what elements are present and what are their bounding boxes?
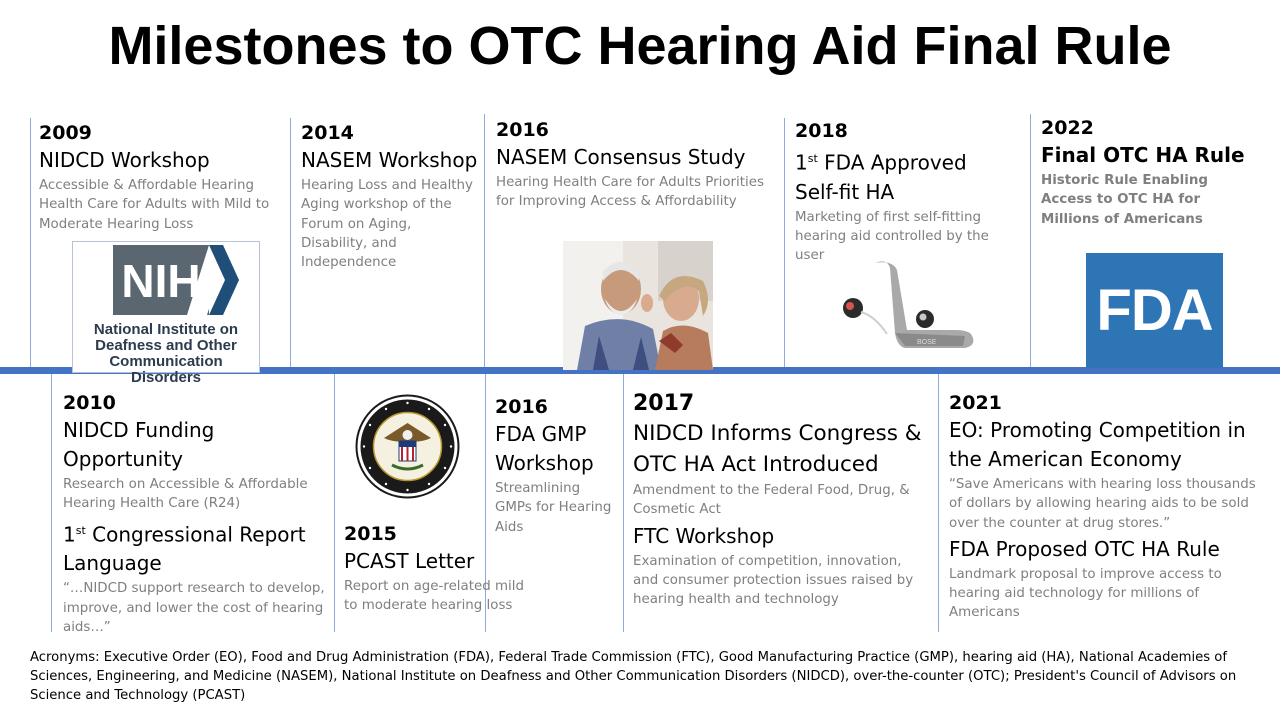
milestone-description: Accessible & Affordable Hearing Health Care for Adults with Mild to Moderate Hearing Loss xyxy=(39,178,270,232)
milestone-year: 2016 xyxy=(496,119,549,141)
presidential-seal xyxy=(354,393,461,500)
connector-line-2014 xyxy=(290,118,291,368)
milestone-description: Historic Rule Enabling Access to OTC HA for Millions of Americans xyxy=(1041,173,1208,227)
milestone-event-secondary: FDA Proposed OTC HA Rule xyxy=(949,536,1220,561)
milestone-description: Amendment to the Federal Food, Drug, & Cosmetic Act xyxy=(633,483,910,518)
milestone-year: 2018 xyxy=(795,120,848,142)
milestone-2010 xyxy=(63,390,325,637)
milestone-year: 2015 xyxy=(344,523,397,545)
milestone-event: NASEM Consensus Study xyxy=(496,145,746,169)
milestone-description: Hearing Health Care for Adults Priorities for Improving Access & Affordability xyxy=(496,175,764,210)
connector-line-2021 xyxy=(938,374,939,632)
milestone-2014 xyxy=(301,120,481,272)
milestone-year: 2022 xyxy=(1041,117,1094,139)
fda-logo: FDA xyxy=(1086,253,1223,368)
connector-line-2010 xyxy=(51,374,52,632)
milestone-description-secondary: Examination of competition, innovation, and consumer protection issues raised by hearing health and technology xyxy=(633,553,914,608)
connector-line-2018 xyxy=(784,118,785,368)
milestone-description-secondary: “…NIDCD support research to develop, improve, and lower the cost of hearing aids…” xyxy=(63,581,325,635)
milestone-description-secondary: Landmark proposal to improve access to hearing aid technology for millions of Americans xyxy=(949,566,1222,621)
milestone-event: NIDCD Funding Opportunity xyxy=(63,418,215,471)
milestone-year: 2009 xyxy=(39,122,92,144)
milestone-event-secondary: FTC Workshop xyxy=(633,523,775,548)
nih-caption: National Institute on Deafness and Other Communication Disorders xyxy=(93,321,239,386)
acronyms-footnote: Acronyms: Executive Order (EO), Food and Drug Administration (FDA), Federal Trade Commission (FTC), Good Manufacturing Practice (GMP), hearing aid (HA), National Academies of Sciences, Engineering, and Medicine (NASEM), National Institute on Deafness and Other Communication Disorders (NIDCD), over-the-counter (OTC); President's Council of Advisors on Science and Technology (PCAST) xyxy=(30,650,1237,704)
milestone-event: Final OTC HA Rule xyxy=(1041,143,1245,167)
milestone-2021 xyxy=(949,390,1271,623)
milestone-year: 2014 xyxy=(301,122,354,144)
milestone-2016-gmp xyxy=(495,394,615,537)
milestone-description: Marketing of first self-fitting hearing aid controlled by the user xyxy=(795,209,989,264)
couple-photo xyxy=(563,241,713,370)
milestone-year: 2016 xyxy=(495,396,548,418)
milestone-2009 xyxy=(39,120,284,234)
milestone-event: NASEM Workshop xyxy=(301,148,478,172)
milestone-description: Research on Accessible & Affordable Hearing Health Care (R24) xyxy=(63,477,308,512)
milestone-year: 2021 xyxy=(949,392,1002,414)
milestone-description: Hearing Loss and Healthy Aging workshop of the Forum on Aging, Disability, and Independence xyxy=(301,178,473,271)
milestone-2022 xyxy=(1041,115,1256,229)
milestone-event: PCAST Letter xyxy=(344,549,475,573)
milestone-event: FDA GMP Workshop xyxy=(495,422,594,475)
hearing-aid-image xyxy=(835,258,985,358)
page-title: Milestones to OTC Hearing Aid Final Rule xyxy=(108,16,1172,76)
milestone-2018 xyxy=(795,118,995,266)
milestone-2017 xyxy=(633,390,928,609)
svg-text:NIH: NIH xyxy=(121,255,201,307)
milestone-description: Report on age-related mild to moderate hearing loss xyxy=(344,579,524,614)
connector-line-2015 xyxy=(334,374,335,632)
svg-text:BOSE: BOSE xyxy=(917,339,937,346)
nih-logo xyxy=(72,241,260,386)
milestone-year: 2017 xyxy=(633,391,695,416)
milestone-event-secondary: 1st Congressional Report Language xyxy=(63,522,306,576)
connector-line-2017 xyxy=(623,374,624,632)
milestone-event: NIDCD Workshop xyxy=(39,148,210,172)
connector-line-2016a xyxy=(484,114,485,368)
milestone-description: Streamlining GMPs for Hearing Aids xyxy=(495,481,612,535)
milestone-description: “Save Americans with hearing loss thousands of dollars by allowing hearing aids to be sold over the counter at drug stores.” xyxy=(949,477,1256,531)
connector-line-2022 xyxy=(1030,114,1031,368)
milestone-2016-nasem xyxy=(496,117,771,212)
milestone-year: 2010 xyxy=(63,392,116,414)
milestone-event: EO: Promoting Competition in the American Economy xyxy=(949,418,1246,471)
milestone-event: NIDCD Informs Congress & OTC HA Act Introduced xyxy=(633,421,922,477)
nih-logo-mark xyxy=(73,242,259,322)
milestone-event: 1st FDA Approved Self-fit HA xyxy=(795,150,967,204)
connector-line-2009 xyxy=(30,118,31,368)
